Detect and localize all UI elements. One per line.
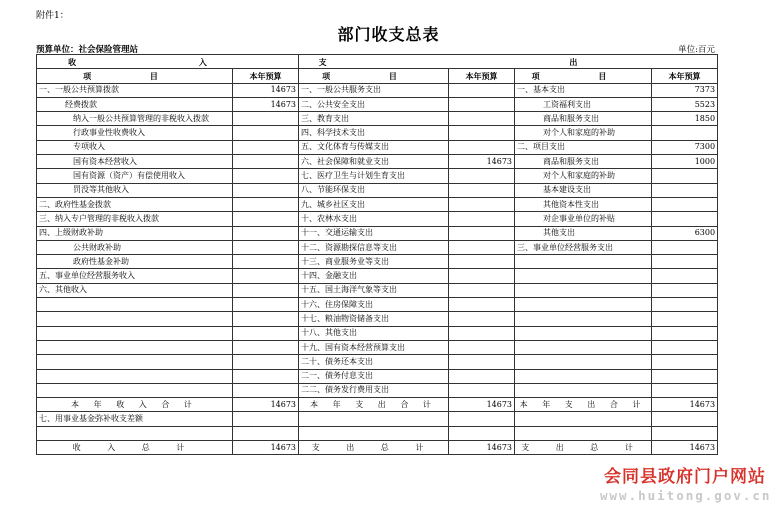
expense-value-cell [449,83,515,97]
table-row [37,340,718,354]
expense2-value-cell [652,255,718,269]
empty-cell [515,426,652,440]
income-value-cell [233,340,299,354]
expense2-total-value: 14673 [652,441,718,455]
income-item-cell: 专项收入 [37,140,233,154]
expense-item-cell: 十、农林水支出 [299,212,449,226]
annex-label: 附件1： [36,11,69,21]
expense2-value-cell [652,212,718,226]
empty-cell [449,426,515,440]
expense-value-cell [449,369,515,383]
income-value-cell [233,112,299,126]
expense2-item-cell: 商品和服务支出 [515,155,652,169]
expense-item-cell: 一、一般公共服务支出 [299,83,449,97]
empty-cell [652,426,718,440]
income-item-header: 项 目 [37,69,233,83]
table-row [37,155,718,169]
table-row [37,255,718,269]
expense2-item-cell [515,269,652,283]
expense-value-cell [449,140,515,154]
expense-item-cell: 十六、住房保障支出 [299,298,449,312]
expense2-item-cell: 对个人和家庭的补助 [515,126,652,140]
income-value-cell [233,226,299,240]
table-row [37,283,718,297]
income-item-cell: 公共财政补助 [37,240,233,254]
expense2-item-cell [515,312,652,326]
expense2-item-cell [515,326,652,340]
expense2-item-cell: 工资福利支出 [515,97,652,111]
expense2-value-cell: 1850 [652,112,718,126]
expense2-item-cell: 对企事业单位的补贴 [515,212,652,226]
expense2-value-cell [652,312,718,326]
table-row [37,83,718,97]
expense-year-total-value: 14673 [449,398,515,412]
income-value-cell [233,283,299,297]
expense-item-cell: 五、文化体育与传媒支出 [299,140,449,154]
expense2-item-cell: 基本建设支出 [515,183,652,197]
expense-value-cell [449,226,515,240]
expense2-year-total-label: 本 年 支 出 合 计 [515,398,652,412]
table-row [37,326,718,340]
expense-value-cell [449,383,515,397]
expense2-value-cell [652,298,718,312]
table-row [37,226,718,240]
empty-cell [233,426,299,440]
table-row [37,369,718,383]
expense-item-cell: 二十、债务还本支出 [299,355,449,369]
expense-item-cell: 十四、金融支出 [299,269,449,283]
expense-value-cell [449,112,515,126]
expense-value-cell [449,240,515,254]
fund-supplement-label: 七、用事业基金弥补收支差额 [37,412,233,426]
table-row [37,169,718,183]
income-value-cell [233,269,299,283]
expense-total-value: 14673 [449,441,515,455]
expense2-item-cell [515,283,652,297]
expense-value-cell [449,212,515,226]
empty-cell [515,412,652,426]
expense-value-cell [449,269,515,283]
expense-header: 支 出 [299,55,718,69]
expense2-item-cell [515,340,652,354]
expense-value-cell [449,97,515,111]
table-row [37,298,718,312]
expense2-item-cell: 对个人和家庭的补助 [515,169,652,183]
income-value-cell [233,326,299,340]
income-value-cell [233,140,299,154]
expense-value-cell [449,197,515,211]
expense2-item-cell: 一、基本支出 [515,83,652,97]
income-value-cell [233,369,299,383]
expense2-value-cell [652,283,718,297]
expense2-value-cell [652,355,718,369]
empty-cell [37,426,233,440]
expense-item-cell: 十三、商业服务业等支出 [299,255,449,269]
expense2-value-cell: 1000 [652,155,718,169]
income-value-cell [233,255,299,269]
expense2-item-cell [515,255,652,269]
watermark-site-name: 会同县政府门户网站 [604,467,766,487]
income-item-cell: 国有资源（资产）有偿使用收入 [37,169,233,183]
income-item-cell: 经费拨款 [37,97,233,111]
header-row-2 [37,69,718,83]
expense2-value-cell [652,169,718,183]
income-item-cell [37,340,233,354]
expense2-value-cell [652,340,718,354]
income-value-cell [233,126,299,140]
blank-row [37,426,718,440]
table-row [37,97,718,111]
expense-budget-header: 本年预算 [449,69,515,83]
empty-cell [449,412,515,426]
income-item-cell [37,369,233,383]
income-item-cell [37,355,233,369]
expense2-value-cell [652,383,718,397]
expense-value-cell: 14673 [449,155,515,169]
expense2-budget-header: 本年预算 [652,69,718,83]
income-value-cell [233,197,299,211]
income-value-cell [233,240,299,254]
expense2-value-cell: 7300 [652,140,718,154]
income-item-cell: 罚没等其他收入 [37,183,233,197]
table-row [37,197,718,211]
expense-item-cell: 七、医疗卫生与计划生育支出 [299,169,449,183]
income-total-label: 收 入 总 计 [37,441,233,455]
expense-item-cell: 十一、交通运输支出 [299,226,449,240]
table-row [37,312,718,326]
empty-cell [233,412,299,426]
expense-item-cell: 六、社会保障和就业支出 [299,155,449,169]
table-row [37,112,718,126]
expense2-item-cell: 三、事业单位经营服务支出 [515,240,652,254]
table-row [37,383,718,397]
expense2-item-cell [515,383,652,397]
expense2-item-cell: 商品和服务支出 [515,112,652,126]
income-value-cell [233,312,299,326]
income-value-cell [233,155,299,169]
money-unit: 单位:百元 [678,45,715,55]
table-row [37,355,718,369]
expense-item-cell: 八、节能环保支出 [299,183,449,197]
income-item-cell [37,326,233,340]
expense-value-cell [449,326,515,340]
site-watermark [600,462,770,503]
expense-item-cell: 四、科学技术支出 [299,126,449,140]
expense-item-cell: 三、教育支出 [299,112,449,126]
expense2-item-cell: 二、项目支出 [515,140,652,154]
expense-value-cell [449,255,515,269]
income-expense-table [36,54,718,455]
budget-unit: 预算单位：社会保险管理站 [36,45,139,55]
income-value-cell [233,183,299,197]
expense-item-cell: 九、城乡社区支出 [299,197,449,211]
expense2-value-cell: 5523 [652,97,718,111]
expense2-item-cell [515,355,652,369]
expense2-item-header: 项 目 [515,69,652,83]
expense-value-cell [449,340,515,354]
expense2-year-total-value: 14673 [652,398,718,412]
header-row-1 [37,55,718,69]
year-total-row [37,398,718,412]
expense2-item-cell [515,369,652,383]
expense-item-cell: 二、公共安全支出 [299,97,449,111]
table-row [37,212,718,226]
income-total-value: 14673 [233,441,299,455]
income-item-cell: 行政事业性收费收入 [37,126,233,140]
expense-item-cell: 十二、资源勘探信息等支出 [299,240,449,254]
expense-total-label: 支 出 总 计 [299,441,449,455]
fund-supplement-row [37,412,718,426]
income-item-cell [37,383,233,397]
expense2-value-cell [652,369,718,383]
income-item-cell [37,312,233,326]
empty-cell [652,412,718,426]
income-item-cell: 四、上级财政补助 [37,226,233,240]
expense2-value-cell [652,240,718,254]
income-item-cell: 五、事业单位经营服务收入 [37,269,233,283]
expense2-value-cell [652,183,718,197]
expense2-item-cell: 其他支出 [515,226,652,240]
expense2-value-cell: 7373 [652,83,718,97]
income-item-cell [37,298,233,312]
income-item-cell: 六、其他收入 [37,283,233,297]
income-value-cell [233,298,299,312]
income-year-total-value: 14673 [233,398,299,412]
expense-value-cell [449,183,515,197]
empty-cell [299,412,449,426]
expense2-value-cell [652,197,718,211]
expense2-item-cell: 其他资本性支出 [515,197,652,211]
expense-item-header: 项 目 [299,69,449,83]
expense-item-cell: 二一、债务付息支出 [299,369,449,383]
income-header: 收 入 [37,55,299,69]
grand-total-row [37,441,718,455]
income-value-cell: 14673 [233,83,299,97]
page-title: 部门收支总表 [337,25,440,44]
expense-item-cell: 十五、国土海洋气象等支出 [299,283,449,297]
income-item-cell: 一、一般公共预算拨款 [37,83,233,97]
income-item-cell: 国有资本经营收入 [37,155,233,169]
expense2-total-label: 支 出 总 计 [515,441,652,455]
expense2-value-cell [652,126,718,140]
expense-year-total-label: 本 年 支 出 合 计 [299,398,449,412]
table-row [37,140,718,154]
income-value-cell: 14673 [233,97,299,111]
watermark-url: www.huitong.gov.cn [600,488,772,503]
income-item-cell: 二、政府性基金拨款 [37,197,233,211]
expense-item-cell: 二二、债务发行费用支出 [299,383,449,397]
table-row [37,269,718,283]
expense-value-cell [449,283,515,297]
table-row [37,126,718,140]
expense2-value-cell: 6300 [652,226,718,240]
expense-value-cell [449,312,515,326]
income-value-cell [233,383,299,397]
table-row [37,240,718,254]
income-value-cell [233,212,299,226]
expense2-value-cell [652,269,718,283]
income-value-cell [233,169,299,183]
income-value-cell [233,355,299,369]
expense2-item-cell [515,298,652,312]
income-year-total-label: 本 年 收 入 合 计 [37,398,233,412]
expense-value-cell [449,126,515,140]
expense-item-cell: 十九、国有资本经营预算支出 [299,340,449,354]
income-item-cell: 纳入一般公共预算管理的非税收入拨款 [37,112,233,126]
empty-cell [299,426,449,440]
expense-value-cell [449,355,515,369]
expense-value-cell [449,169,515,183]
expense-item-cell: 十八、其他支出 [299,326,449,340]
income-budget-header: 本年预算 [233,69,299,83]
income-item-cell: 三、纳入专户管理的非税收入拨款 [37,212,233,226]
expense-item-cell: 十七、粮油物资储备支出 [299,312,449,326]
income-item-cell: 政府性基金补助 [37,255,233,269]
expense-value-cell [449,298,515,312]
table-row [37,183,718,197]
expense2-value-cell [652,326,718,340]
